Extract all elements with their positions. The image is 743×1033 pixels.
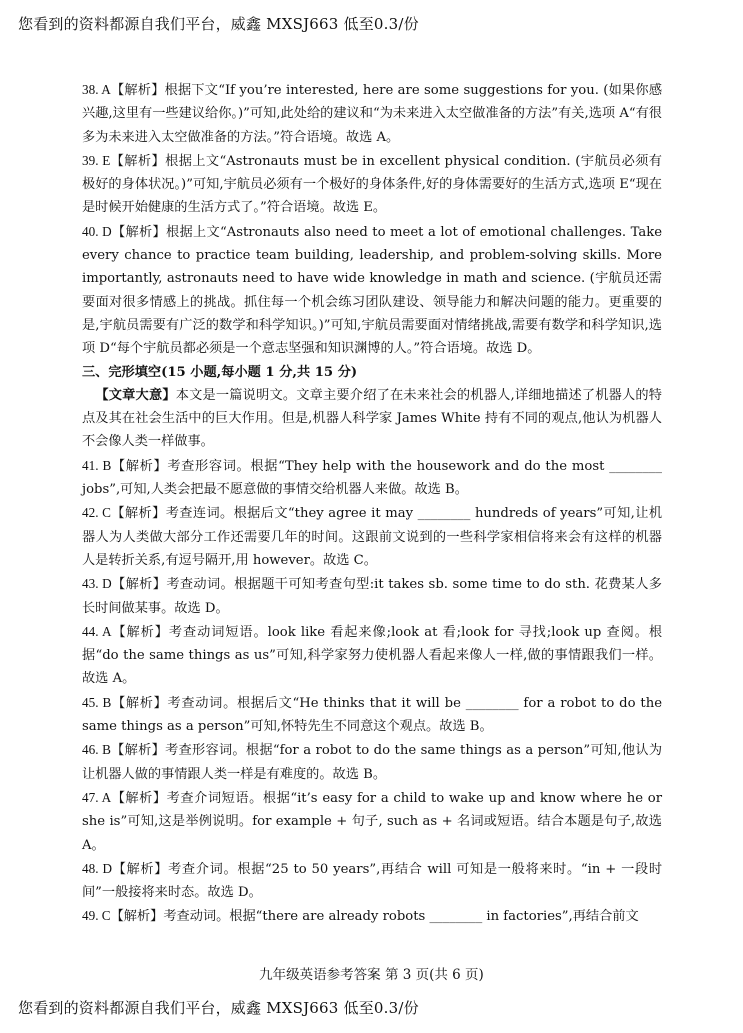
answer-number: 48. D bbox=[82, 860, 112, 876]
analysis-tag: 【解析】 bbox=[111, 577, 167, 593]
analysis-tag: 【解析】 bbox=[111, 861, 169, 877]
analysis-tag: 【解析】 bbox=[111, 624, 169, 640]
answer-number: 41. B bbox=[82, 457, 112, 473]
analysis-text: 考查动词。根据“there are already robots ________ in factories”,再结合前文 bbox=[163, 909, 639, 925]
answer-item bbox=[82, 857, 662, 905]
summary-lead: 【文章大意】 bbox=[95, 387, 176, 403]
analysis-tag: 【解析】 bbox=[110, 743, 166, 759]
answer-item bbox=[82, 786, 662, 857]
answer-item bbox=[82, 904, 662, 928]
top-banner: 您看到的资料都源自我们平台，威鑫 MXSJ663 低至0.3/份 bbox=[18, 15, 419, 33]
answer-number: 40. D bbox=[82, 223, 112, 239]
answer-number: 44. A bbox=[82, 623, 112, 639]
answer-number: 45. B bbox=[82, 694, 112, 710]
analysis-tag: 【解析】 bbox=[110, 909, 164, 925]
analysis-text: 考查形容词。根据“They help with the housework and do the most ________ jobs”,可知,人类会把最不愿意做的事情交给机器人来做。故选 B。 bbox=[82, 458, 662, 498]
answer-item bbox=[82, 501, 662, 572]
answer-item bbox=[82, 572, 662, 620]
answer-content bbox=[82, 78, 662, 929]
analysis-tag: 【解析】 bbox=[111, 695, 168, 711]
analysis-tag: 【解析】 bbox=[111, 224, 166, 240]
analysis-text: 考查介词短语。根据“it’s easy for a child to wake up and know where he or she is”可知,这是举例说明。for example + 句子, such as + 名词或短语。结合本题是句子,故选 A。 bbox=[82, 790, 663, 853]
section-title: 三、完形填空(15 小题,每小题 1 分,共 15 分) bbox=[82, 364, 358, 380]
answer-item bbox=[82, 220, 662, 361]
analysis-text: 根据上文“Astronauts also need to meet a lot of emotional challenges. Take every chance to practice team building, leadership, and problem-solving skills. More importantly, astronauts need to have wide knowledge in math and science. (宇航员还需要面对很多情感上的挑战。抓住每一个机会练习团队建设、领导能力和解决问题的能力。更重要的是,宇航员需要有广泛的数学和科学知识。)”可知,宇航员需要面对情绪挑战,需要有数学和科学知识,选项 D“每个宇航员都必须是一个意志坚强和知识渊博的人。”符合语境。故选 D。 bbox=[82, 224, 663, 357]
analysis-tag: 【解析】 bbox=[110, 153, 166, 169]
answer-item bbox=[82, 78, 662, 149]
page-footer: 九年级英语参考答案 第 3 页(共 6 页) bbox=[259, 967, 484, 983]
analysis-text: 考查形容词。根据“for a robot to do the same things as a person”可知,他认为让机器人做的事情跟人类一样是有难度的。故选 B。 bbox=[82, 743, 663, 782]
answer-number: 49. C bbox=[82, 908, 111, 924]
analysis-tag: 【解析】 bbox=[111, 790, 167, 806]
answer-item bbox=[82, 149, 662, 220]
analysis-tag: 【解析】 bbox=[110, 506, 166, 522]
analysis-text: 考查动词短语。look like 看起来像;look at 看;look for 寻找;look up 查阅。根据“do the same things as us”可知,科学家努力使机器人看起来像人一样,做的事情跟我们一样。故选 A。 bbox=[82, 624, 663, 687]
summary-text: 本文是一篇说明文。文章主要介绍了在未来社会的机器人,详细地描述了机器人的特点及其在社会生活中的巨大作用。但是,机器人科学家 James White 持有不同的观点,他认为机器人不会像人类一样做事。 bbox=[82, 387, 662, 450]
analysis-tag: 【解析】 bbox=[111, 458, 168, 474]
answer-number: 42. C bbox=[82, 505, 111, 521]
answer-list-cloze bbox=[82, 454, 662, 929]
answer-item bbox=[82, 738, 662, 786]
article-summary bbox=[82, 384, 662, 454]
answer-number: 47. A bbox=[82, 789, 112, 805]
answer-number: 46. B bbox=[82, 742, 111, 758]
analysis-text: 根据下文“If you’re interested, here are some suggestions for you. (如果你感兴趣,这里有一些建议给你。)”可知,此处给的建议和“为未来进入太空做准备的方法”有关,选项 A“有很多为未来进入太空做准备的方法。”符合语境。故选 A。 bbox=[82, 83, 663, 145]
answer-item bbox=[82, 454, 662, 502]
bottom-banner: 您看到的资料都源自我们平台，威鑫 MXSJ663 低至0.3/份 bbox=[18, 999, 419, 1017]
answer-number: 43. D bbox=[82, 576, 112, 592]
answer-number: 38. A bbox=[82, 82, 111, 97]
analysis-text: 根据上文“Astronauts must be in excellent physical condition. (宇航员必须有极好的身体状况。)”可知,宇航员必须有一个极好的身体条件,好的身体需要好的生活方式,选项 E“现在是时候开始健康的生活方式了。”符合语境。故选 E。 bbox=[82, 153, 662, 216]
analysis-text: 考查动词。根据题干可知考查句型:it takes sb. some time to do sth. 花费某人多长时间做某事。故选 D。 bbox=[82, 577, 662, 616]
analysis-tag: 【解析】 bbox=[110, 83, 165, 98]
analysis-text: 考查介词。根据“25 to 50 years”,再结合 will 可知是一般将来时。“in + 一段时间”一般接将来时态。故选 D。 bbox=[82, 861, 663, 901]
analysis-text: 考查动词。根据后文“He thinks that it will be ________ for a robot to do the same things as a person”可知,怀特先生不同意这个观点。故选 B。 bbox=[82, 695, 663, 735]
answer-list-reading bbox=[82, 78, 662, 361]
answer-item bbox=[82, 620, 662, 691]
analysis-text: 考查连词。根据后文“they agree it may ________ hundreds of years”可知,让机器人为人类做大部分工作还需要几年的时间。这跟前文说到的一些科学家相信将来会有这样的机器人是转折关系,有逗号隔开,用 however。故选 C。 bbox=[82, 506, 663, 568]
answer-item bbox=[82, 691, 662, 739]
answer-number: 39. E bbox=[82, 152, 111, 168]
